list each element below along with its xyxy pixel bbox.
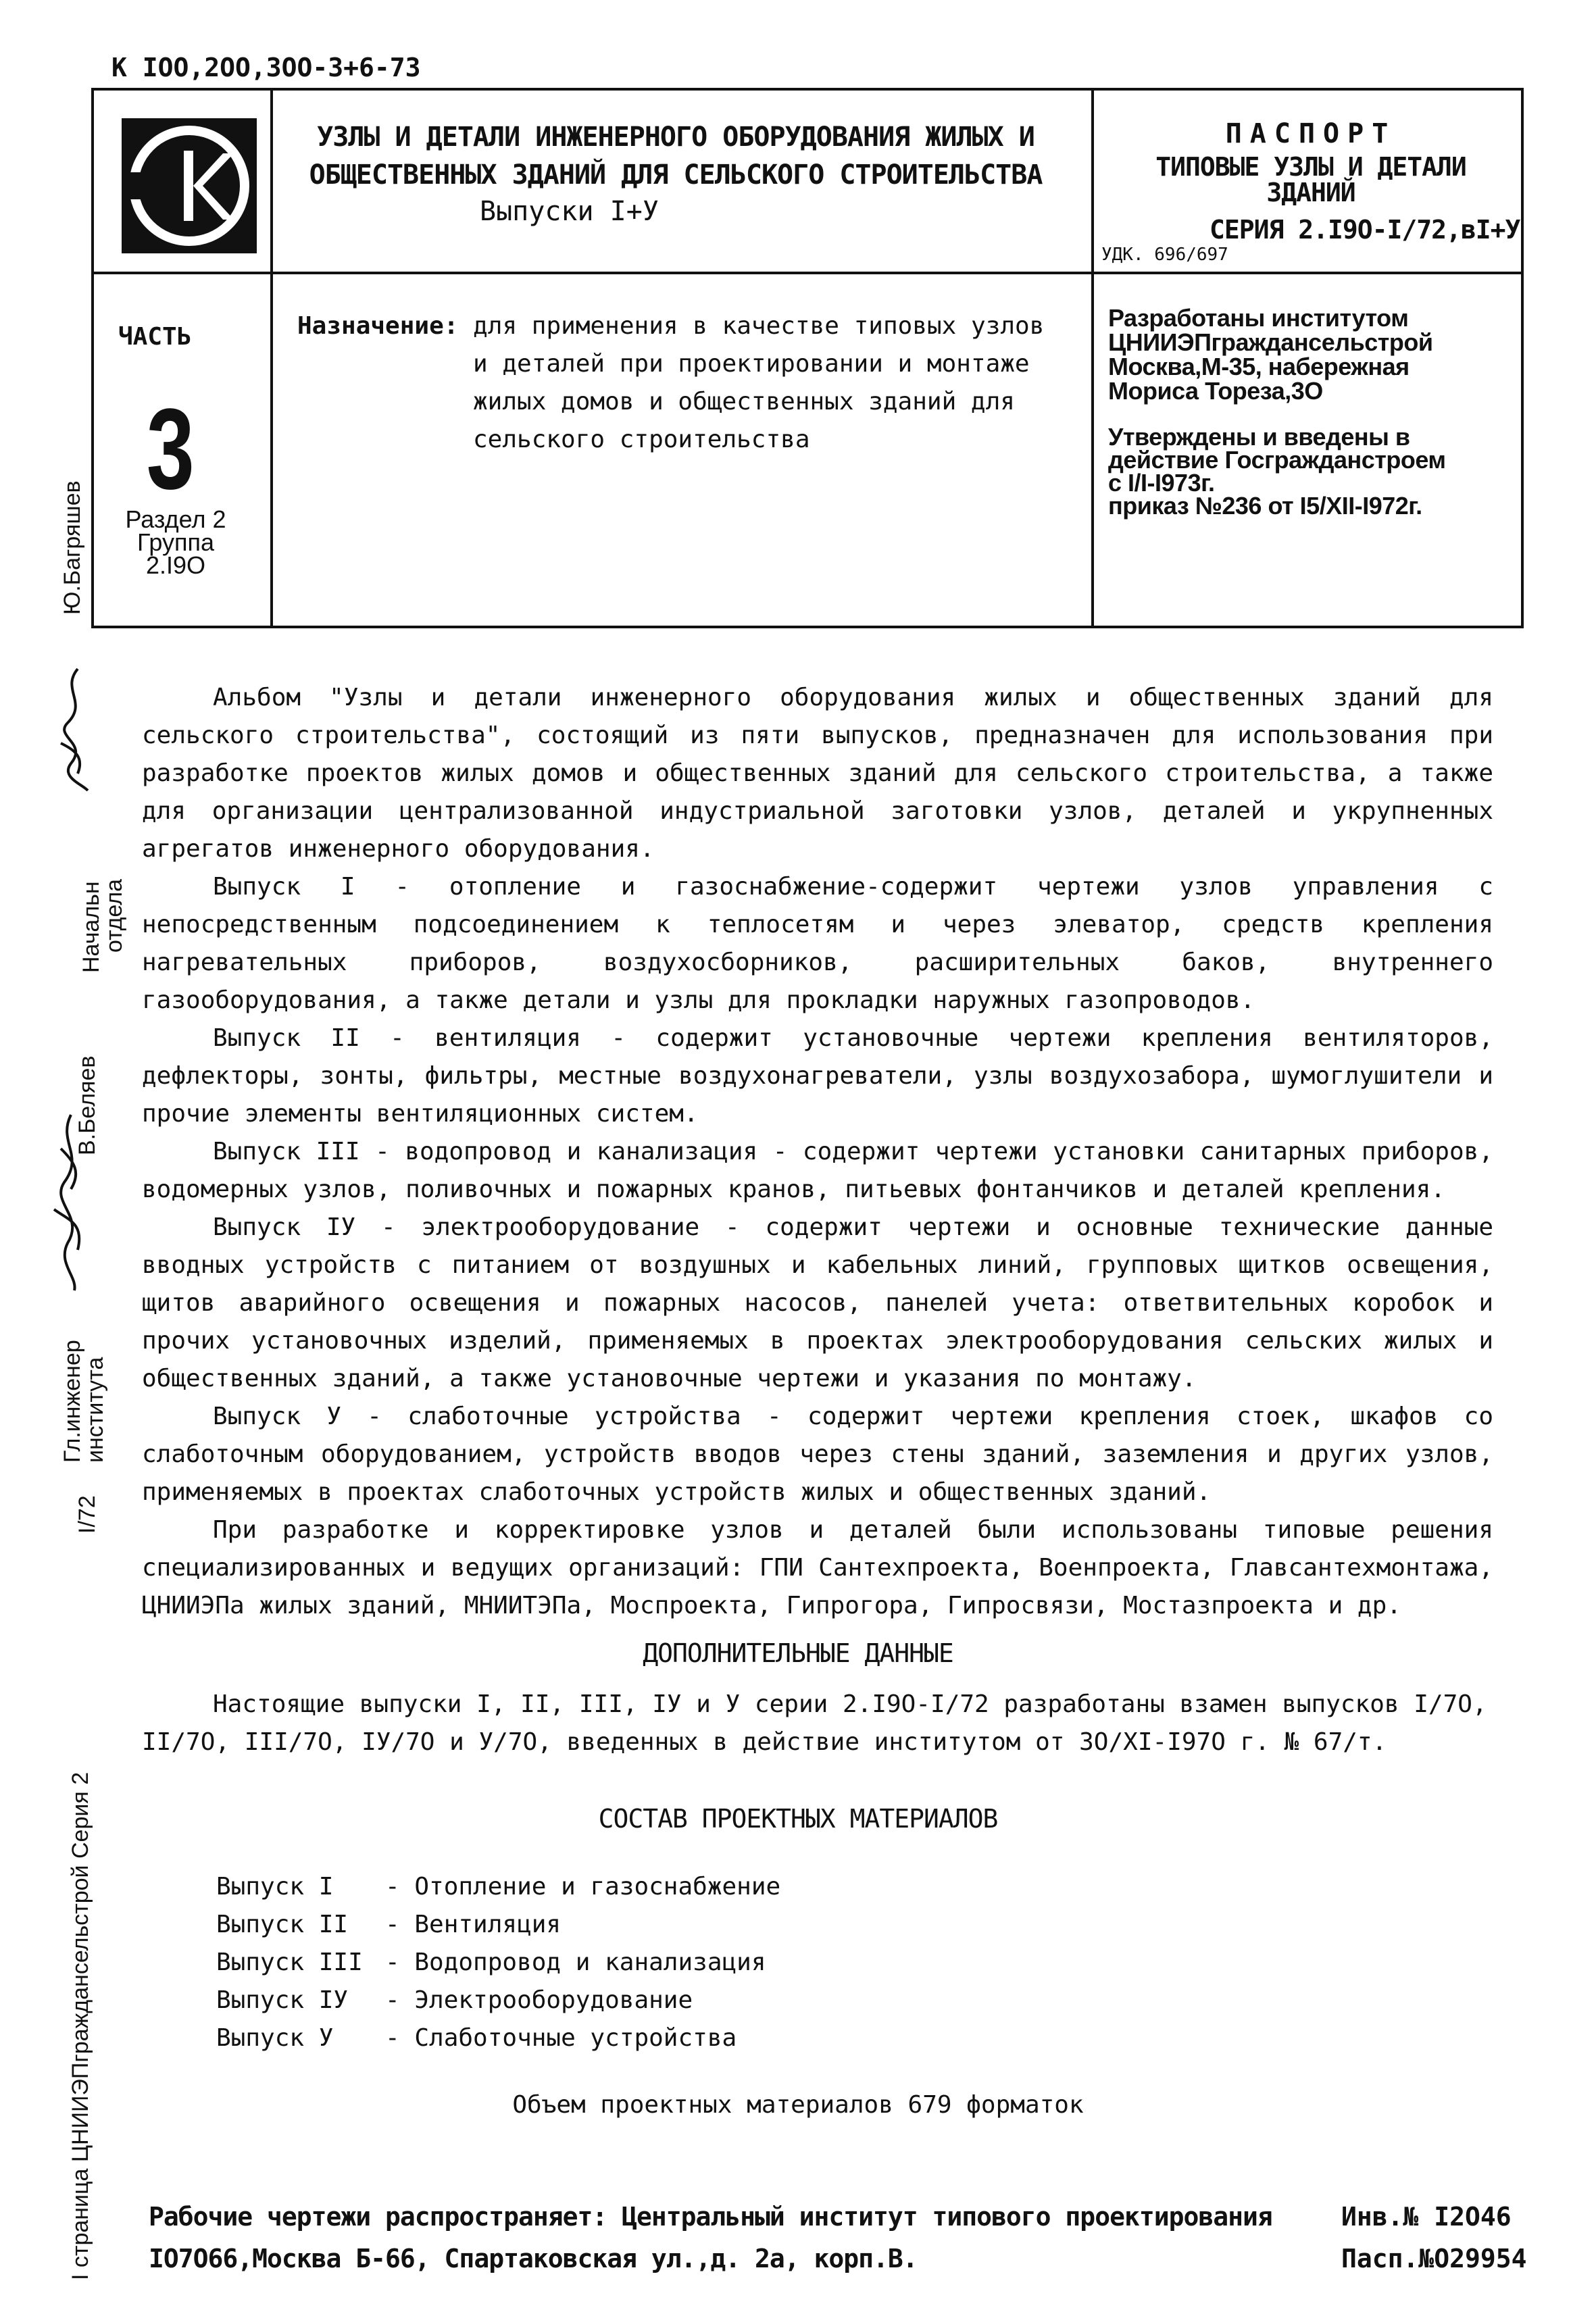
distribution-footer xyxy=(149,2196,1272,2280)
frame-divider-right xyxy=(1091,88,1094,628)
purpose-label: Назначение: xyxy=(297,312,459,340)
purpose-line3: жилых домов и общественных зданий для xyxy=(473,388,1015,416)
developer-line3: Москва,М-35, набережная xyxy=(1108,353,1410,380)
margin-chief-engineer-2: института xyxy=(82,1357,108,1463)
paragraph-issue-2: Выпуск II - вентиляция - содержит установочные чертежи крепления вентиляторов, дефлекторы, зонты, фильтры, местные воздухонагреватели, узлы воздухозабора, шумоглушители и прочие элементы вентиляционных систем. xyxy=(142,1024,1493,1128)
paragraph-album: Альбом "Узлы и детали инженерного оборудования жилых и общественных зданий для сельского строительства", состоящий из пяти выпусков, предназначен для использования при разработке проектов жилых домов и общественных зданий для сельского строительства, а также для организации централизованной индустриальной заготовки узлов, деталей и укрупненных агрегатов инженерного оборудования. xyxy=(142,684,1493,863)
purpose-line2: и деталей при проектировании и монтаже xyxy=(473,350,1030,378)
list-item xyxy=(216,1906,780,1944)
part-number: 3 xyxy=(146,385,195,513)
purpose-line1: для применения в качестве типовых узлов xyxy=(473,312,1045,340)
inventory-block xyxy=(1341,2196,1527,2280)
margin-dept-head-2: отдела xyxy=(101,879,127,953)
paragraph-issue-4: Выпуск IУ - электрооборудование - содержит чертежи и основные технические данные вводных устройств с питанием от воздушных и кабельных линий, групповых щитков освещения, щитов аварийного освещения и пожарных насосов, панелей учета: ответвительных коробок и прочих установочных изделий, применяемых в проектах электрооборудования сельских жилых и общественных зданий, а также установочные чертежи и указания по монтажу. xyxy=(142,1213,1493,1392)
margin-dept-head xyxy=(80,879,126,973)
issues-label: Выпуски I+У xyxy=(480,196,659,227)
series-label: СЕРИЯ 2.I9O-I/72,вI+У xyxy=(1210,215,1520,245)
issue-title: - Слаботочные устройства xyxy=(385,2024,737,2052)
developer-line4: Мориса Тореза,3O xyxy=(1108,377,1323,405)
purpose-block xyxy=(297,307,1054,459)
margin-chief-engineer xyxy=(61,1340,107,1463)
composition-list xyxy=(216,1868,780,2057)
passport-title: ПАСПОРТ xyxy=(1225,118,1397,149)
udk-label: УДК. 696/697 xyxy=(1101,245,1228,265)
passport-subtitle-line2: ЗДАНИЙ xyxy=(1266,178,1355,207)
approval-line4: приказ №236 от I5/XII-I972г. xyxy=(1108,492,1422,520)
issue-name: Выпуск III xyxy=(216,1948,363,1976)
album-title-line1: УЗЛЫ И ДЕТАЛИ ИНЖЕНЕРНОГО ОБОРУДОВАНИЯ ЖИЛЫХ И xyxy=(317,122,1034,153)
developer-block xyxy=(1108,306,1514,403)
paragraph-issue-1: Выпуск I - отопление и газоснабжение-содержит чертежи узлов управления с непосредственным подсоединением к теплосетям и через элеватор, средств крепления нагревательных приборов, воздухосборников, расширительных баков, внутреннего газооборудования, а также детали и узлы для прокладки наружных газопроводов. xyxy=(142,873,1493,1014)
margin-chief-engineer-1: Гл.инженер xyxy=(59,1340,85,1463)
margin-series-num: I/72 xyxy=(74,1495,100,1534)
composition-heading: СОСТАВ ПРОЕКТНЫХ МАТЕРИАЛОВ xyxy=(598,1804,998,1834)
list-item xyxy=(216,1868,780,1906)
issue-title: - Водопровод и канализация xyxy=(385,1948,766,1976)
document-code: К IOO,2OO,3OO-3+6-73 xyxy=(111,53,421,82)
issue-title: - Электрооборудование xyxy=(385,1986,693,2014)
frame-divider-horizontal xyxy=(91,272,1524,274)
paragraph-organizations: При разработке и корректировке узлов и деталей были использованы типовые решения специализированных и ведущих организаций: ГПИ Сантехпроекта, Военпроекта, Главсантехмонтажа, ЦНИИЭПа жилых зданий, МНИИТЭПа, Моспроекта, Гипрогора, Гипросвязи, Мостазпроекта и др. xyxy=(142,1516,1493,1619)
list-item xyxy=(216,1944,780,1982)
paragraph-issue-3: Выпуск III - водопровод и канализация - содержит чертежи установки санитарных приборов, водомерных узлов, поливочных и пожарных кранов, питьевых фонтанчиков и деталей крепления. xyxy=(142,1138,1493,1203)
footer-line1: Рабочие чертежи распространяет: Центральный институт типового проектирования xyxy=(149,2202,1272,2232)
frame-divider-left xyxy=(270,88,273,628)
issue-name: Выпуск I xyxy=(216,1873,334,1901)
issue-name: Выпуск II xyxy=(216,1911,349,1938)
approval-line3: с I/I-I973г. xyxy=(1108,469,1215,497)
approval-line2: действие Госгражданстроем xyxy=(1108,446,1446,474)
ck-logo xyxy=(122,118,257,253)
issue-title: - Вентиляция xyxy=(385,1911,562,1938)
developer-line1: Разработаны институтом xyxy=(1108,304,1409,332)
issue-title: - Отопление и газоснабжение xyxy=(385,1873,781,1901)
list-item xyxy=(216,1982,780,2019)
margin-bottom-text: I страница ЦНИИЭПграждансельстрой Серия 2 xyxy=(68,1771,93,2280)
passport-number: Пасп.№O29954 xyxy=(1341,2244,1527,2273)
additional-text: Настоящие выпуски I, II, III, IУ и У серии 2.I9O-I/72 разработаны взамен выпусков I/7O, II/7O, III/7O, IУ/7O и У/7O, введенных в действие институтом от 3O/XI-I97O г. № 67/т. xyxy=(142,1690,1487,1756)
additional-text-block xyxy=(142,1686,1493,1761)
issue-name: Выпуск IУ xyxy=(216,1986,349,2014)
margin-belyaev: В.Беляев xyxy=(74,1055,100,1155)
signature-1 xyxy=(41,662,101,797)
group-label: Группа xyxy=(136,528,215,556)
list-item xyxy=(216,2019,780,2057)
developer-line2: ЦНИИЭПграждансельстрой xyxy=(1108,328,1433,356)
signature-2 xyxy=(37,1108,98,1297)
margin-dept-head-1: Начальн xyxy=(78,881,104,973)
approval-block xyxy=(1108,423,1514,520)
section-label: Раздел 2 xyxy=(125,505,226,533)
paragraph-issue-5: Выпуск У - слаботочные устройства - содержит чертежи крепления стоек, шкафов со слаботочным оборудованием, устройств вводов через стены зданий, заземления и других узлов, применяемых в проектах слаботочных устройств жилых и общественных зданий. xyxy=(142,1403,1493,1506)
inventory-number: Инв.№ I2O46 xyxy=(1341,2202,1512,2232)
album-title-line2: ОБЩЕСТВЕННЫХ ЗДАНИЙ ДЛЯ СЕЛЬСКОГО СТРОИТЕЛЬСТВА xyxy=(309,159,1043,191)
additional-heading: ДОПОЛНИТЕЛЬНЫЕ ДАННЫЕ xyxy=(643,1638,953,1668)
group-value: 2.I9O xyxy=(145,551,206,579)
volume-text: Объем проектных материалов 679 форматок xyxy=(512,2091,1084,2119)
album-title xyxy=(297,118,1054,194)
section-group xyxy=(108,505,243,579)
passport-subtitle-line1: ТИПОВЫЕ УЗЛЫ И ДЕТАЛИ xyxy=(1155,152,1466,182)
footer-line2: IO7O66,Москва Б-66, Спартаковская ул.,д. 2а, корп.В. xyxy=(149,2244,918,2273)
issue-name: Выпуск У xyxy=(216,2024,334,2052)
purpose-line4: сельского строительства xyxy=(473,426,810,453)
margin-author: Ю.Багряшев xyxy=(59,480,85,615)
passport-subtitle xyxy=(1101,154,1520,205)
part-label: ЧАСТЬ xyxy=(118,323,192,351)
approval-line1: Утверждены и введены в xyxy=(1108,423,1410,451)
intro-text xyxy=(142,679,1493,1625)
